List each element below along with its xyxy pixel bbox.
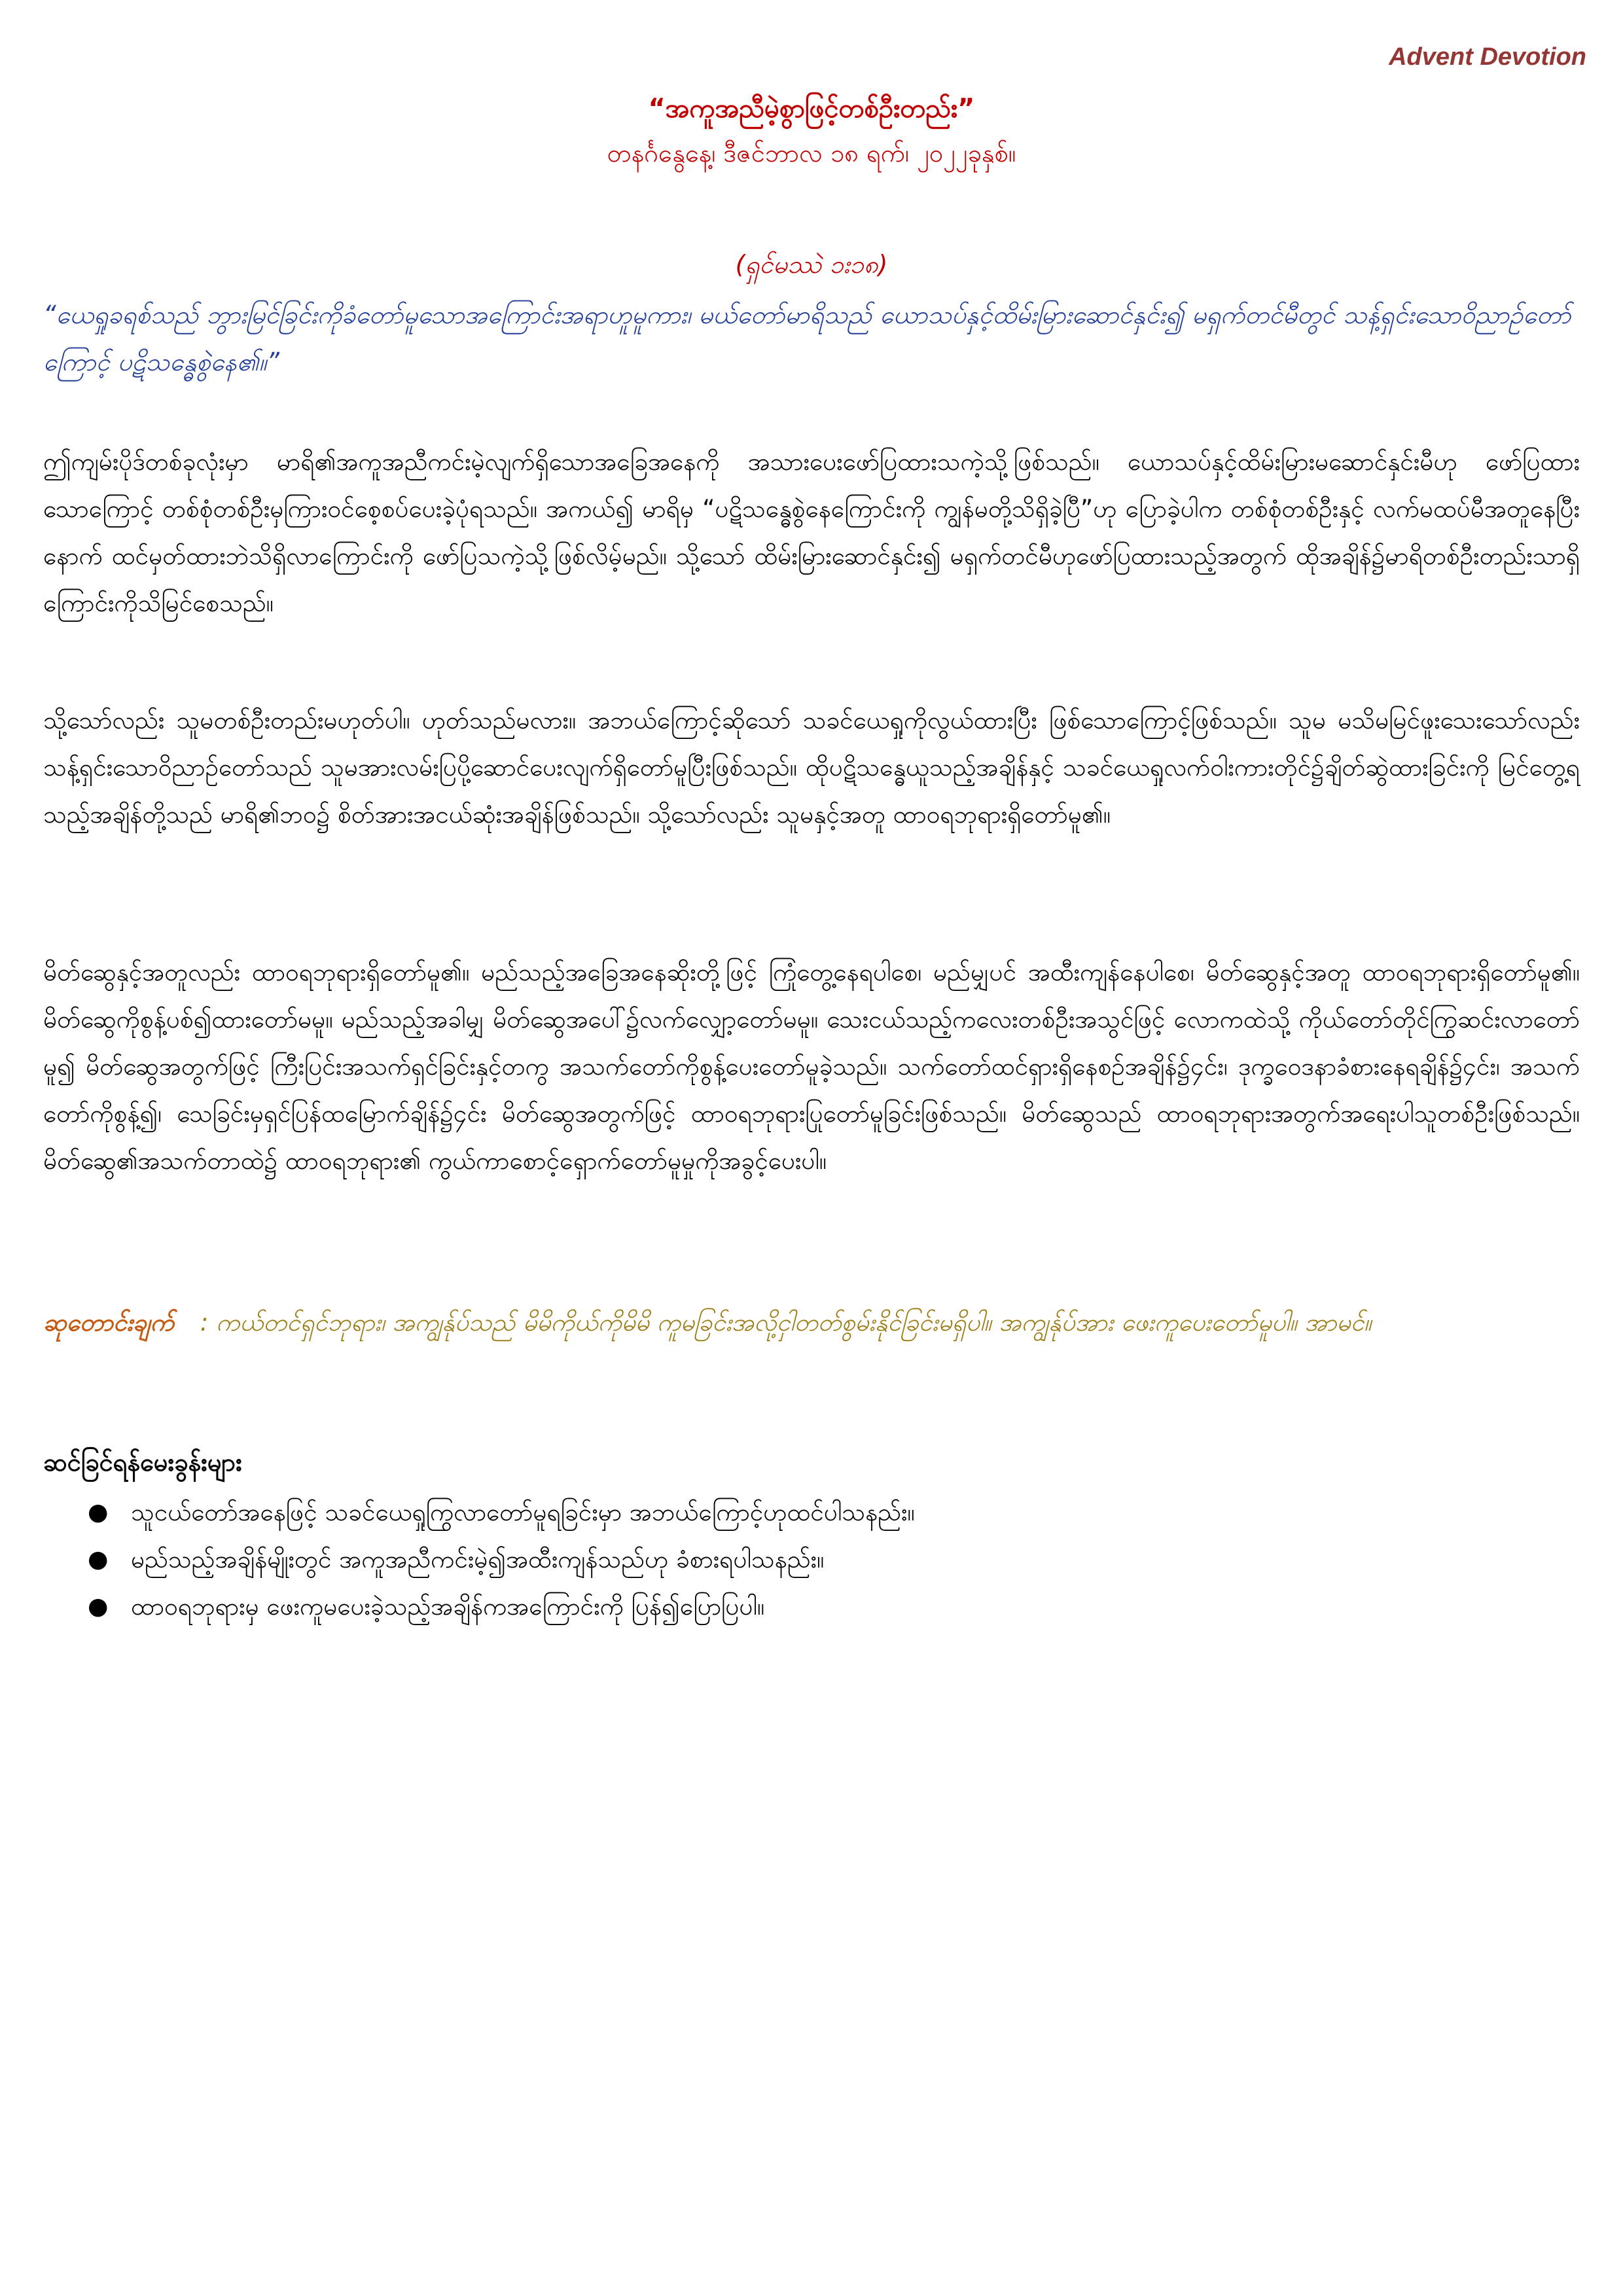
bullet-icon: ● (88, 1546, 109, 1573)
page-date: တနင်္ဂနွေနေ့၊ ဒီဇင်ဘာလ ၁၈ ရက်၊ ၂၀၂၂ခုနှစ်။ (607, 139, 1016, 168)
prayer-block (43, 1299, 1580, 1346)
list-item (85, 1536, 1525, 1583)
header-tag: Advent Devotion (1389, 43, 1586, 71)
question-text: သူငယ်တော်အနေဖြင့် သခင်ယေရှုကြွလာတော်မူရခြင်းမှာ အဘယ်ကြောင့်ဟုထင်ပါသနည်း။ (131, 1498, 915, 1526)
list-item (85, 1583, 1525, 1630)
question-text: မည်သည့်အချိန်မျိုးတွင် အကူအညီကင်းမဲ့၍အထီးကျန်သည်ဟု ခံစားရပါသနည်း။ (131, 1545, 825, 1573)
page-title: “အကူအညီမဲ့စွာဖြင့်တစ်ဦးတည်း” (648, 94, 975, 124)
questions-list (85, 1489, 1525, 1630)
list-item (85, 1489, 1525, 1536)
body-paragraph: သို့သော်လည်း သူမတစ်ဦးတည်းမဟုတ်ပါ။ ဟုတ်သည်မလား။ အဘယ်ကြောင့်ဆိုသော် သခင်ယေရှုကိုလွယ်ထားပြီး ဖြစ်သောကြောင့်ဖြစ်သည်။ သူမ မသိမမြင်ဖူးသေးသော်လည်း သန့်ရှင်းသောဝိညာဉ်တော်သည် သူမအားလမ်းပြပို့ဆောင်ပေးလျက်ရှိတော်မူပြီးဖြစ်သည်။ ထိုပဋိသန္ဓေယူသည့်အချိန်နှင့် သခင်ယေရှုလက်ဝါးကားတိုင်၌ချိတ်ဆွဲထားခြင်းကို မြင်တွေ့ရသည့်အချိန်တို့သည် မာရိ၏ဘဝ၌ စိတ်အားအငယ်ဆုံးအချိန်ဖြစ်သည်။ သို့သော်လည်း သူမနှင့်အတူ ထာဝရဘုရားရှိတော်မူ၏။ (43, 706, 1580, 829)
scripture-reference: (ရှင်မဿဲ ၁း၁၈) (735, 250, 888, 279)
bullet-icon: ● (88, 1499, 109, 1526)
bullet-icon: ● (88, 1593, 109, 1620)
body-paragraph: ဤကျမ်းပိုဒ်တစ်ခုလုံးမှာ မာရိ၏အကူအညီကင်းမဲ့လျက်ရှိသောအခြေအနေကို အသားပေးဖော်ပြထားသကဲ့သို့ဖြစ်သည်။ ယောသပ်နှင့်ထိမ်းမြားမဆောင်နှင်းမီဟု ဖော်ပြထားသောကြောင့် တစ်စုံတစ်ဦးမှကြားဝင်စေ့စပ်ပေးခဲ့ပုံရသည်။ အကယ်၍ မာရိမှ “ပဋိသန္ဓေစွဲနေကြောင်းကို ကျွန်မတို့သိရှိခဲ့ပြီ”ဟု ပြောခဲ့ပါက တစ်စုံတစ်ဦးနှင့် လက်မထပ်မီအတူနေပြီးနောက် ထင်မှတ်ထားဘဲသိရှိလာကြောင်းကို ဖော်ပြသကဲ့သို့ဖြစ်လိမ့်မည်။ သို့သော် ထိမ်းမြားဆောင်နှင်း၍ မရှက်တင်မီဟုဖော်ပြထားသည့်အတွက် ထိုအချိန်၌မာရိတစ်ဦးတည်းသာရှိကြောင်းကိုသိမြင်စေသည်။ (43, 448, 1580, 617)
prayer-label: ဆုတောင်းချက် (43, 1308, 174, 1336)
question-text: ထာဝရဘုရားမှ ဖေးကူမပေးခဲ့သည့်အချိန်ကအကြောင်းကို ပြန်၍ပြောပြပါ။ (131, 1592, 765, 1621)
body-paragraph: မိတ်ဆွေနှင့်အတူလည်း ထာဝရဘုရားရှိတော်မူ၏။ မည်သည့်အခြေအနေဆိုးတို့ဖြင့် ကြုံတွေ့နေရပါစေ၊ မည်မျှပင် အထီးကျန်နေပါစေ၊ မိတ်ဆွေနှင့်အတူ ထာဝရဘုရားရှိတော်မူ၏။ မိတ်ဆွေကိုစွန့်ပစ်၍ထားတော်မမူ။ မည်သည့်အခါမျှ မိတ်ဆွေအပေါ်၌လက်လျှော့တော်မမူ။ သေးငယ်သည့်ကလေးတစ်ဦးအသွင်ဖြင့် လောကထဲသို့ ကိုယ်တော်တိုင်ကြွဆင်းလာတော်မူ၍ မိတ်ဆွေအတွက်ဖြင့် ကြီးပြင်းအသက်ရှင်ခြင်းနှင့်တကွ အသက်တော်ကိုစွန့်ပေးတော်မူခဲ့သည်။ သက်တော်ထင်ရှားရှိနေစဉ်အချိန်၌၄င်း၊ ဒုက္ခဝေဒနာခံစားနေရချိန်၌၄င်း၊ အသက်တော်ကိုစွန့်၍၊ သေခြင်းမှရှင်ပြန်ထမြောက်ချိန်၌၄င်း မိတ်ဆွေအတွက်ဖြင့် ထာဝရဘုရားပြုတော်မူခြင်းဖြစ်သည်။ မိတ်ဆွေသည် ထာဝရဘုရားအတွက်အရေးပါသူတစ်ဦးဖြစ်သည်။ မိတ်ဆွေ၏အသက်တာထဲ၌ ထာဝရဘုရား၏ ကွယ်ကာစောင့်ရှောက်တော်မူမှုကိုအခွင့်ပေးပါ။ (43, 958, 1580, 1175)
prayer-text: : ကယ်တင်ရှင်ဘုရား၊ အကျွန်ုပ်သည် မိမိကိုယ်ကိုမိမိ ကူမခြင်းအလို့ငှါတတ်စွမ်းနိုင်ခြင်းမရှိပါ။ အကျွန်ုပ်အား ဖေးကူပေးတော်မူပါ။ အာမင်။ (200, 1308, 1372, 1336)
scripture-text: “ယေရှုခရစ်သည် ဘွားမြင်ခြင်းကိုခံတော်မူသောအကြောင်းအရာဟူမူကား၊ မယ်တော်မာရိသည် ယောသပ်နှင့်ထိမ်းမြားဆောင်နှင်း၍ မရှက်တင်မီတွင် သန့်ရှင်းသောဝိညာဉ်တော်ကြောင့် ပဋိသန္ဓေစွဲနေ၏။” (43, 300, 1571, 376)
questions-title: ဆင်ခြင်ရန်မေးခွန်းများ (43, 1448, 242, 1477)
